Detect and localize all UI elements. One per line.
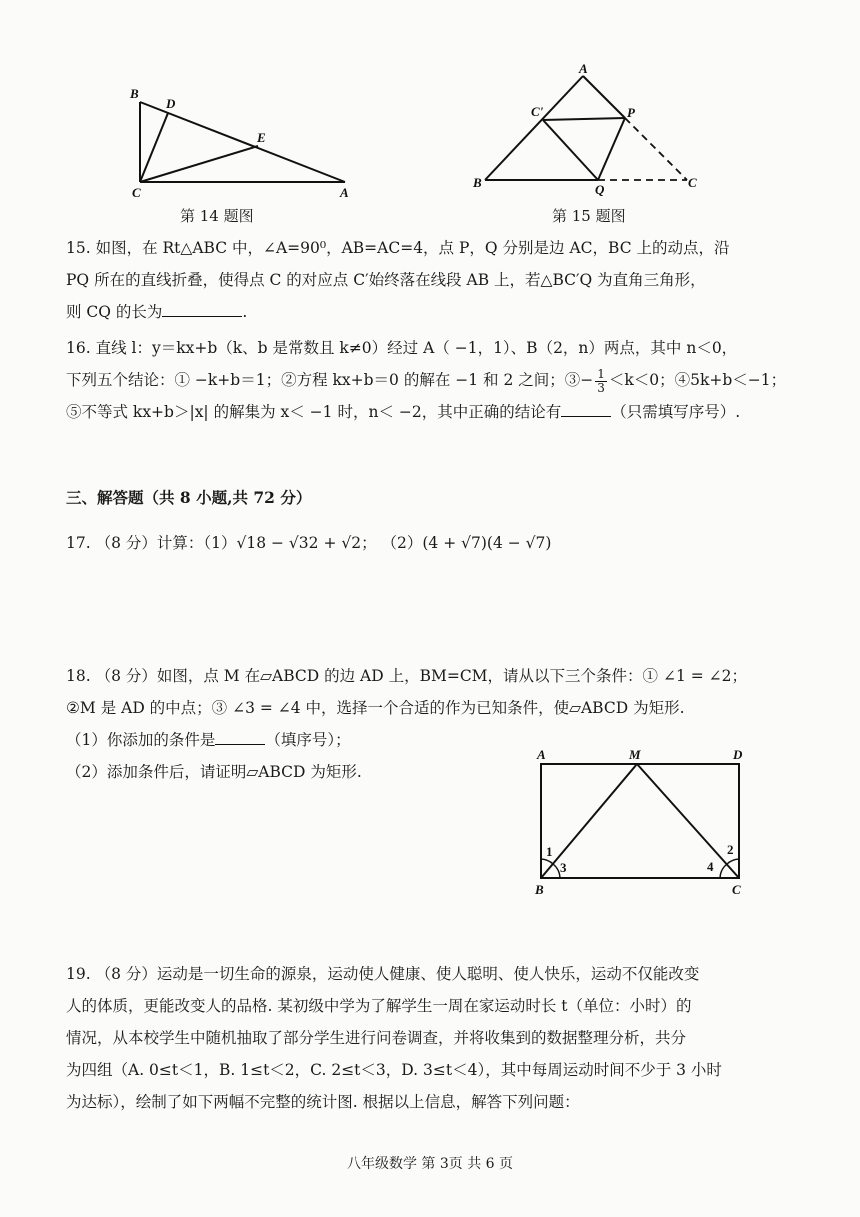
q15-line2: PQ 所在的直线折叠，使得点 C 的对应点 C′始终落在线段 AB 上，若△BC′Q 为直角三角形， [66,271,706,289]
fig14-label-A: A [340,185,349,200]
fig14-label-B: B [130,86,139,101]
q19-line1: 19. （8 分）运动是一切生命的源泉，运动使人健康、使人聪明、使人快乐，运动不仅能改变 [66,965,700,983]
fig15-label-Q: Q [595,182,605,197]
fig18-label-B: B [535,882,544,897]
q19-line2: 人的体质，更能改变人的品格. 某初级中学为了解学生一周在家运动时长 t（单位：小时）的 [66,997,692,1015]
figure-18-diagram [525,742,765,897]
fraction-denominator: 3 [597,380,605,395]
q16-line1: 16. 直线 l：y＝kx+b（k、b 是常数且 k≠0）经过 A（ −1，1）、B（2，n）两点，其中 n＜0， [66,339,738,357]
fig14-label-C: C [132,185,141,200]
q18-sub2: （2）添加条件后，请证明▱ABCD 为矩形. [66,763,362,781]
q19-line5: 为达标），绘制了如下两幅不完整的统计图. 根据以上信息，解答下列问题： [66,1093,580,1111]
fig15-label-P: P [627,105,635,120]
section-heading: 三、解答题（共 8 小题,共 72 分） [66,488,312,507]
q18-line1: 18. （8 分）如图，点 M 在▱ABCD 的边 AD 上，BM=CM，请从以下三个条件：① ∠1 = ∠2； [66,667,748,685]
question-15 [66,232,796,328]
q16-line2 [66,364,796,396]
fraction-one-third [595,368,607,395]
q19-line3: 情况，从本校学生中随机抽取了部分学生进行问卷调查，并将收集到的数据整理分析，共分 [66,1029,687,1047]
q15-line3 [66,296,796,328]
angle-1-label: 1 [546,844,553,859]
fig15-label-C-prime: C' [531,104,544,119]
q15-line3-text: 则 CQ 的长为 [66,303,163,321]
q16-answer-blank[interactable] [561,398,611,417]
angle-3-label: 3 [560,860,567,875]
fig14-label-D: D [166,96,176,111]
q16-line2-text: 下列五个结论：① −k+b＝1；②方程 kx+b＝0 的解在 −1 和 2 之间；③− [66,371,594,389]
figure-15 [465,62,705,197]
fig15-label-A: A [579,62,588,76]
figure-15-caption: 第 15 题图 [552,207,626,225]
q15-answer-blank[interactable] [162,298,242,317]
q16-line2-end: ＜k＜0；④5k+b＜−1； [608,371,787,389]
fig18-label-M: M [629,747,641,762]
angle-4-label: 4 [707,859,714,874]
q16-line3-end: （只需填写序号）. [611,403,741,421]
q15-line1: 15. 如图，在 Rt△ABC 中，∠A=90⁰，AB=AC=4，点 P，Q 分别是边 AC，BC 上的动点，沿 [66,239,730,257]
figure-14-caption: 第 14 题图 [180,207,254,225]
q18-sub1-end: （填序号）； [265,731,351,749]
fig18-label-C: C [732,882,741,897]
figure-18 [525,742,765,897]
figure-14 [120,82,370,202]
question-17: 17. （8 分）计算：（1）√18 − √32 + √2； （2）(4 + √7)(4 − √7) [66,534,552,552]
question-19 [66,958,796,1118]
figure-14-diagram [120,82,370,202]
fig14-label-E: E [257,130,266,145]
q16-line3-text: ⑤不等式 kx+b＞|x| 的解集为 x＜ −1 时，n＜ −2，其中正确的结论有 [66,403,562,421]
fig15-label-B: B [473,175,482,190]
angle-2-label: 2 [727,842,734,857]
fig15-label-C: C [688,175,697,190]
figure-15-diagram [465,62,705,197]
q19-line4: 为四组（A. 0≤t＜1，B. 1≤t＜2，C. 2≤t＜3，D. 3≤t＜4），其中每周运动时间不少于 3 小时 [66,1061,722,1079]
q18-sub1-text: （1）你添加的条件是 [66,731,216,749]
q16-line3 [66,396,796,428]
fig18-label-A: A [537,747,546,762]
fig18-label-D: D [733,747,743,762]
page-footer: 八年级数学 第 3页 共 6 页 [346,1156,514,1172]
q18-answer-blank[interactable] [215,726,265,745]
q15-line3-end: . [242,303,248,321]
fraction-numerator: 1 [597,366,605,381]
question-16 [66,332,796,428]
q18-line2: ②M 是 AD 的中点；③ ∠3 = ∠4 中，选择一个合适的作为已知条件，使▱ABCD 为矩形. [66,699,685,717]
